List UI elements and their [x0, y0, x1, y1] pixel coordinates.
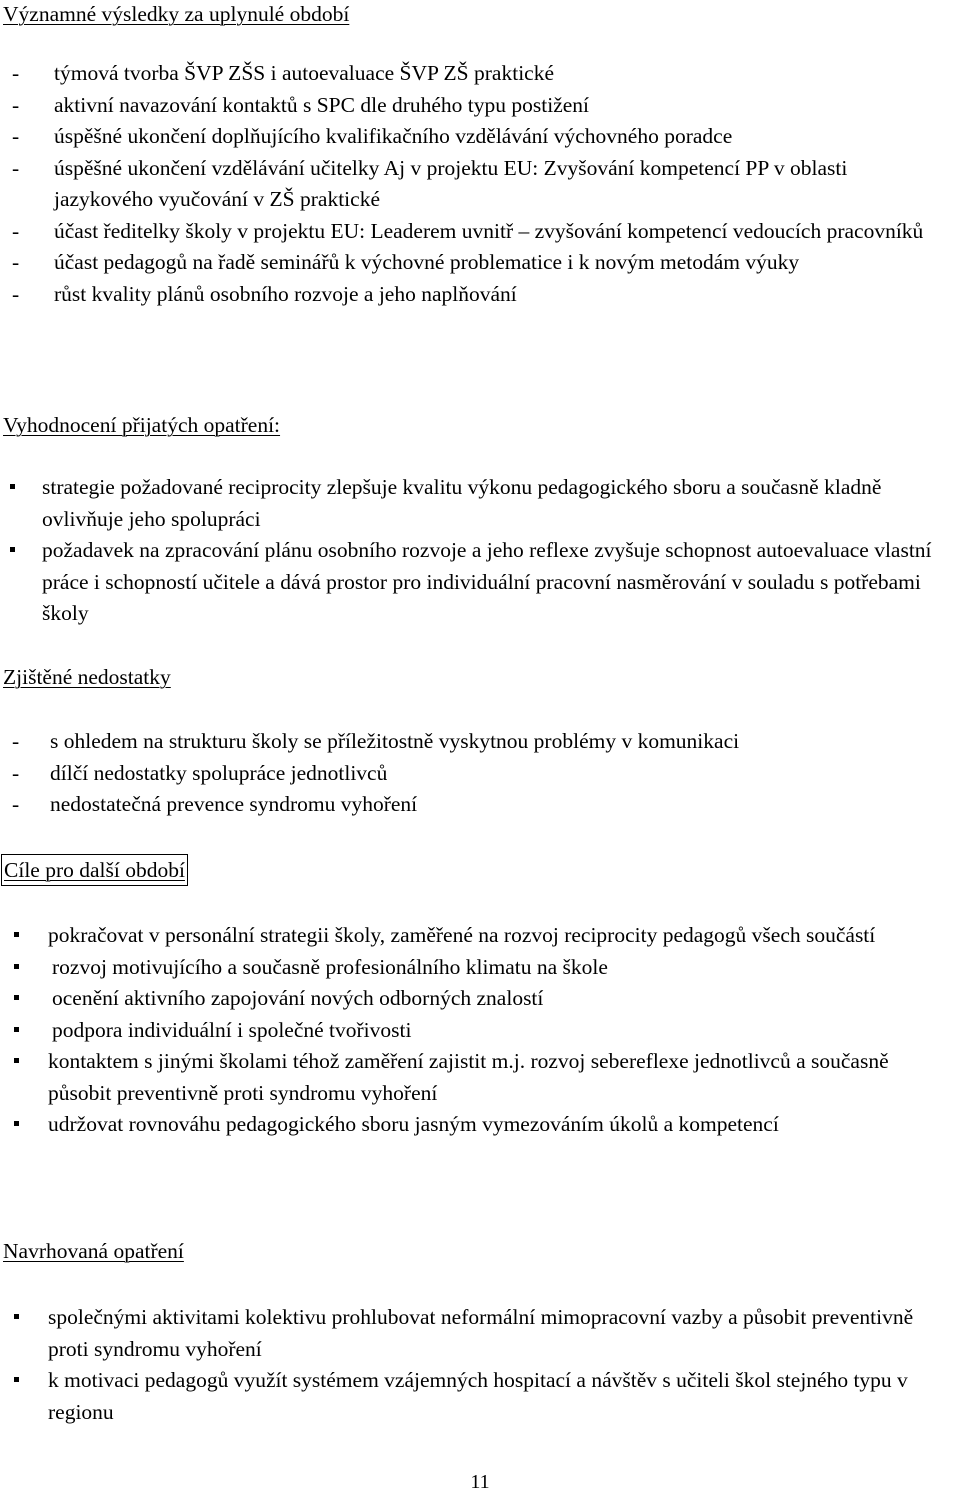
list-item-text: týmová tvorba ŠVP ZŠS i autoevaluace ŠVP ZŠ praktické — [54, 61, 555, 85]
list-item — [0, 920, 960, 952]
list-item-text: dílčí nedostatky spolupráce jednotlivců — [50, 760, 388, 785]
list-item — [0, 1015, 952, 1047]
list-item-text: společnými aktivitami kolektivu prohlubovat neformální mimopracovní vazby a působit preventivně proti syndromu vyhoření — [48, 1305, 914, 1361]
dash-bullet: - — [12, 760, 20, 785]
list-item — [0, 472, 942, 535]
list-item — [0, 1046, 918, 1109]
dash-bullet: - — [12, 92, 20, 117]
square-bullet-icon — [14, 1027, 19, 1032]
square-bullet-icon — [10, 547, 15, 552]
results-list — [0, 58, 960, 310]
list-item-text: rozvoj motivujícího a současně profesionálního klimatu na škole — [52, 954, 608, 979]
list-item — [0, 247, 960, 279]
proposed-heading: Navrhovaná opatření — [3, 1239, 184, 1263]
evaluation-list — [0, 472, 960, 630]
square-bullet-icon — [14, 995, 19, 1000]
dash-bullet: - — [12, 250, 20, 274]
dash-bullet: - — [12, 792, 20, 816]
list-item-text: účast pedagogů na řadě seminářů k výchovné problematice i k novým metodám výuky — [54, 250, 800, 274]
list-item — [0, 952, 952, 984]
results-heading: Významné výsledky za uplynulé období — [3, 2, 350, 26]
page-number: 11 — [470, 1471, 490, 1493]
square-bullet-icon — [14, 964, 19, 969]
dash-bullet: - — [12, 281, 20, 306]
list-item-text: s ohledem na strukturu školy se příležitostně vyskytnou problémy v komunikaci — [50, 729, 740, 753]
list-item-text: úspěšné ukončení doplňujícího kvalifikačního vzdělávání výchovného poradce — [54, 124, 733, 148]
list-item — [0, 153, 960, 216]
list-item — [0, 983, 952, 1015]
goals-heading: Cíle pro další období — [1, 854, 188, 886]
dash-bullet: - — [12, 729, 20, 753]
square-bullet-icon — [14, 1121, 19, 1126]
list-item — [0, 1109, 908, 1141]
list-item — [0, 58, 960, 90]
list-item-text: k motivaci pedagogů využít systémem vzájemných hospitací a návštěv s učiteli škol stejného typu v regionu — [48, 1368, 908, 1424]
list-item-text: aktivní navazování kontaktů s SPC dle druhého typu postižení — [54, 92, 590, 117]
list-item-text: růst kvality plánů osobního rozvoje a jeho naplňování — [54, 281, 517, 306]
dash-bullet: - — [12, 124, 20, 148]
list-item-text: kontaktem s jinými školami téhož zaměření zajistit m.j. rozvoj sebereflexe jednotlivců a současně působit preventivně proti syndromu vyhoření — [48, 1049, 889, 1105]
list-item — [0, 789, 960, 821]
list-item — [0, 726, 960, 758]
list-item-text: účast ředitelky školy v projektu EU: Leaderem uvnitř – zvyšování kompetencí vedoucích pracovníků — [54, 218, 924, 243]
list-item — [0, 121, 960, 153]
list-item — [0, 279, 960, 311]
square-bullet-icon — [14, 932, 19, 937]
shortcomings-list — [0, 726, 960, 821]
list-item-text: pokračovat v personální strategii školy, zaměřené na rozvoj reciprocity pedagogů všech součástí — [48, 923, 876, 947]
list-item-text: strategie požadované reciprocity zlepšuje kvalitu výkonu pedagogického sboru a současně kladně ovlivňuje jeho spolupráci — [42, 475, 882, 531]
dash-bullet: - — [12, 61, 20, 85]
square-bullet-icon — [14, 1314, 19, 1319]
list-item — [0, 216, 960, 248]
list-item — [0, 1365, 938, 1428]
square-bullet-icon — [14, 1058, 19, 1063]
list-item — [0, 535, 957, 630]
shortcomings-heading: Zjištěné nedostatky — [3, 665, 171, 689]
list-item — [0, 90, 960, 122]
dash-bullet: - — [12, 218, 20, 243]
goals-list — [0, 920, 960, 1141]
list-item-text: úspěšné ukončení vzdělávání učitelky Aj v projektu EU: Zvyšování kompetencí PP v oblasti jazykového vyučování v ZŠ praktické — [54, 155, 848, 211]
list-item-text: podpora individuální i společné tvořivosti — [52, 1017, 412, 1042]
square-bullet-icon — [14, 1377, 19, 1382]
list-item-text: nedostatečná prevence syndromu vyhoření — [50, 792, 418, 816]
list-item — [0, 758, 960, 790]
list-item-text: požadavek na zpracování plánu osobního rozvoje a jeho reflexe zvyšuje schopnost autoevaluace vlastní práce i schopností učitele a dává prostor pro individuální pracovní nasměrování v souladu s potřebami školy — [42, 538, 932, 625]
dash-bullet: - — [12, 155, 20, 180]
square-bullet-icon — [10, 484, 15, 489]
proposed-list — [0, 1302, 960, 1428]
evaluation-heading: Vyhodnocení přijatých opatření: — [3, 413, 281, 437]
list-item-text: udržovat rovnováhu pedagogického sboru jasným vymezováním úkolů a kompetencí — [48, 1112, 779, 1136]
list-item — [0, 1302, 948, 1365]
list-item-text: ocenění aktivního zapojování nových odborných znalostí — [52, 986, 544, 1010]
